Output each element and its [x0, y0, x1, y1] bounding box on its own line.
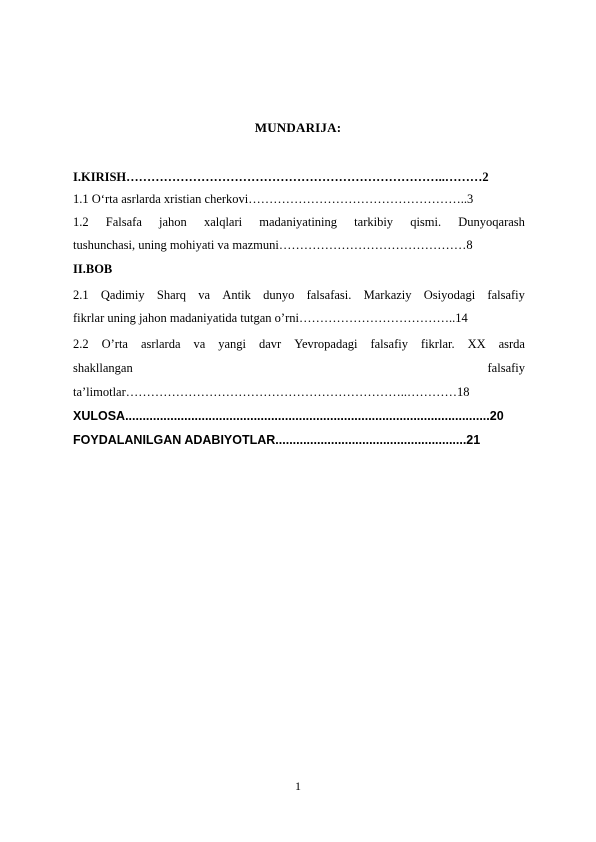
word: tarkibiy — [354, 215, 394, 229]
word: O’rta — [101, 337, 128, 351]
toc-entry-1-2-line2[interactable]: tushunchasi, uning mohiyati va mazmuni………………………………………8 — [73, 238, 473, 252]
toc-entry-1-1[interactable]: 1.1 O‘rta asrlarda xristian cherkovi……………………………………………..3 — [73, 192, 474, 206]
word: Sharq — [156, 288, 187, 302]
word: Osiyodagi — [423, 288, 476, 302]
word: falsafiy — [487, 288, 525, 302]
toc-entry-2-2-line3[interactable]: ta’limotlar…………………………………………………………..…………18 — [73, 385, 470, 399]
word: Qadimiy — [100, 288, 145, 302]
word: va — [193, 337, 206, 351]
word: asrlarda — [140, 337, 181, 351]
word: 1.2 — [73, 215, 89, 229]
word: dunyo — [263, 288, 295, 302]
word: Markaziy — [363, 288, 412, 302]
toc-entry-2-2-line2[interactable] — [73, 361, 525, 375]
page-title: MUNDARIJA: — [254, 120, 342, 135]
word: fikrlar. — [420, 337, 455, 351]
word: XX — [467, 337, 486, 351]
word: asrda — [498, 337, 525, 351]
toc-entry-bob2[interactable]: II.BOB — [73, 262, 113, 276]
word: falsafiy — [487, 361, 525, 375]
word: va — [198, 288, 211, 302]
word: Falsafa — [105, 215, 142, 229]
word: qismi. — [410, 215, 442, 229]
word: 2.1 — [73, 288, 89, 302]
page-number: 1 — [295, 779, 301, 793]
toc-entry-2-1-line1[interactable] — [73, 288, 525, 302]
word: xalqlari — [203, 215, 243, 229]
word: Yevropadagi — [294, 337, 358, 351]
word: falsafiy — [370, 337, 408, 351]
word: Antik — [222, 288, 251, 302]
toc-entry-adabiyotlar[interactable]: FOYDALANILGAN ADABIYOTLAR.......................................................21 — [73, 433, 481, 447]
toc-entry-2-1-line2[interactable]: fikrlar uning jahon madaniyatida tutgan o’rni………………………………..14 — [73, 311, 468, 325]
word: jahon — [159, 215, 187, 229]
toc-entry-kirish[interactable]: I.KIRISH…………………………………………………………………..………2 — [73, 170, 489, 184]
toc-entry-2-2-line1[interactable] — [73, 337, 525, 351]
word: 2.2 — [73, 337, 89, 351]
toc-entry-xulosa[interactable]: XULOSA.........................................................................................................20 — [73, 409, 504, 423]
word: yangi — [218, 337, 247, 351]
word: falsafasi. — [306, 288, 352, 302]
toc-entry-1-2-line1[interactable] — [73, 215, 525, 229]
word: Dunyoqarash — [458, 215, 525, 229]
word: shakllangan — [73, 361, 133, 375]
word: madaniyatining — [259, 215, 338, 229]
word: davr — [259, 337, 282, 351]
